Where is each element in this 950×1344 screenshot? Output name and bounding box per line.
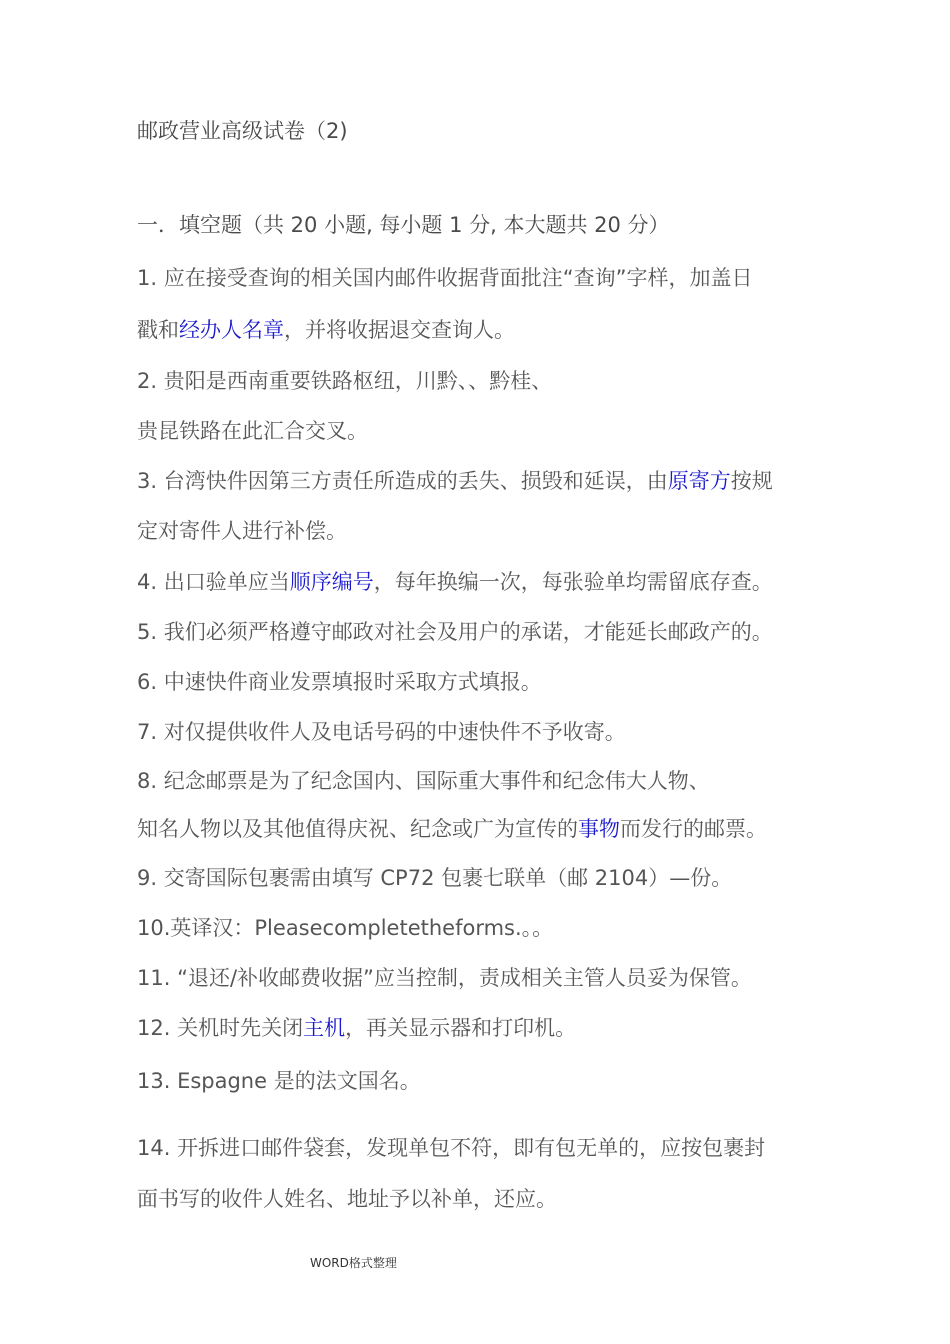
- q4-text-post: ，每年换编一次，每张验单均需留底存查。: [373, 570, 773, 594]
- question-4: [137, 568, 773, 596]
- question-8-line-2: [137, 815, 767, 843]
- question-8-line-1: 8. 纪念邮票是为了纪念国内、国际重大事件和纪念伟大人物、: [137, 769, 710, 793]
- q3-text-pre: 3. 台湾快件因第三方责任所造成的丢失、损毁和延误，由: [137, 469, 668, 493]
- question-14-line-2: 面书写的收件人姓名、地址予以补单，还应。: [137, 1187, 557, 1211]
- question-10: 10.英译汉：Pleasecompletetheforms.。。: [137, 916, 554, 940]
- footer-note: WORD格式整理: [310, 1256, 397, 1270]
- q12-link-host[interactable]: 主机: [303, 1016, 346, 1040]
- question-9: 9. 交寄国际包裹需由填写 CP72 包裹七联单（邮 2104）—份。: [137, 866, 733, 890]
- q3-text-post: 按规: [730, 469, 773, 493]
- q4-text-pre: 4. 出口验单应当: [137, 570, 290, 594]
- question-12: [137, 1014, 576, 1042]
- question-3-line-1: [137, 467, 773, 495]
- q1-text-pre: 戳和: [137, 318, 179, 342]
- question-11: 11. “退还/补收邮费收据”应当控制，责成相关主管人员妥为保管。: [137, 966, 752, 990]
- question-1-line-2: [137, 316, 515, 344]
- question-2-line-1: 2. 贵阳是西南重要铁路枢纽，川黔、、黔桂、: [137, 369, 553, 393]
- q12-text-post: ，再关显示器和打印机。: [345, 1016, 577, 1040]
- q1-link-handler-seal[interactable]: 经办人名章: [179, 318, 284, 342]
- q8-text-post: 而发行的邮票。: [620, 817, 767, 841]
- q8-link-things[interactable]: 事物: [578, 817, 620, 841]
- q4-link-sequential-number[interactable]: 顺序编号: [289, 570, 374, 594]
- document-title: 邮政营业高级试卷（2): [137, 119, 348, 143]
- q12-text-pre: 12. 关机时先关闭: [137, 1016, 304, 1040]
- question-2-line-2: 贵昆铁路在此汇合交叉。: [137, 419, 368, 443]
- q3-link-original-sender[interactable]: 原寄方: [667, 469, 731, 493]
- question-13: 13. Espagne 是的法文国名。: [137, 1069, 421, 1093]
- q8-text-pre: 知名人物以及其他值得庆祝、纪念或广为宣传的: [137, 817, 578, 841]
- question-7: 7. 对仅提供收件人及电话号码的中速快件不予收寄。: [137, 720, 626, 744]
- question-6: 6. 中速快件商业发票填报时采取方式填报。: [137, 670, 542, 694]
- question-1-line-1: 1. 应在接受查询的相关国内邮件收据背面批注“查询”字样，加盖日: [137, 266, 753, 290]
- section-heading: 一．填空题（共 20 小题, 每小题 1 分, 本大题共 20 分）: [137, 213, 670, 237]
- question-3-line-2: 定对寄件人进行补偿。: [137, 519, 347, 543]
- q1-text-post: ，并将收据退交查询人。: [284, 318, 515, 342]
- question-5: 5. 我们必须严格遵守邮政对社会及用户的承诺，才能延长邮政产的。: [137, 620, 773, 644]
- question-14-line-1: 14. 开拆进口邮件袋套，发现单包不符，即有包无单的，应按包裹封: [137, 1136, 766, 1160]
